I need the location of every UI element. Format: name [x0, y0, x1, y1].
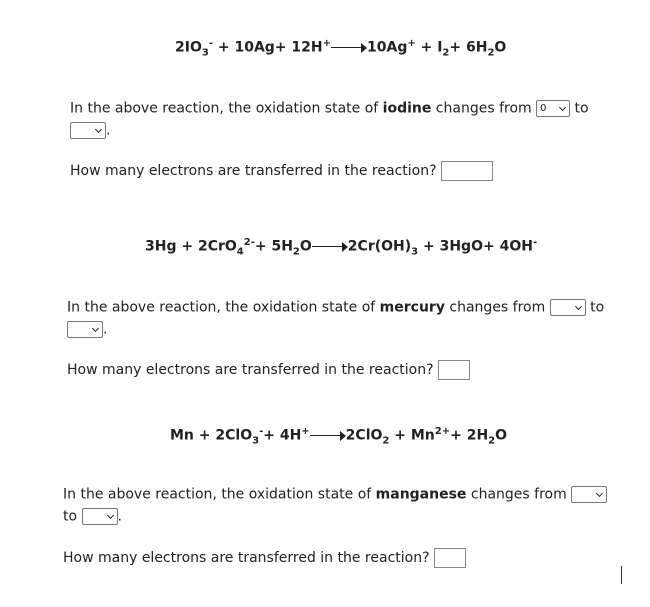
chevron-down-icon	[596, 490, 603, 497]
electron-question-3: How many electrons are transferred in the reaction?	[63, 548, 466, 568]
electron-question-2: How many electrons are transferred in the reaction?	[67, 360, 470, 380]
equation-3: Mn + 2ClO$_3$-+ 4H+ $2ClO_2 + Mn^{2+}+ 2H_2O$	[170, 426, 508, 447]
to-state-row-3: to .	[63, 508, 122, 525]
chevron-down-icon	[106, 512, 113, 519]
to-state-select-3[interactable]	[82, 508, 118, 525]
equation-1: $2IO_3^- + 10Ag+ 12H^+$ $10Ag^+ + I_2+ 6H_2O$	[175, 38, 507, 59]
to-state-select-2[interactable]	[67, 321, 103, 338]
to-state-row-1: .	[70, 122, 110, 139]
equation-2: $3Hg + 2CrO_4^{2-}+ 5H_2O$ $2Cr(OH)_3 + 3HgO+ 4OH^-$	[145, 237, 538, 258]
from-state-select-3[interactable]	[571, 486, 607, 503]
to-state-row-2: .	[67, 321, 107, 338]
chevron-down-icon	[559, 104, 566, 111]
reaction-arrow-icon	[331, 43, 367, 53]
oxidation-question-3: In the above reaction, the oxidation state of manganese changes from	[63, 486, 607, 503]
from-state-select-2[interactable]	[550, 299, 586, 316]
oxidation-question-1: In the above reaction, the oxidation state of iodine changes from 0 to	[70, 100, 589, 117]
electron-input-2[interactable]	[438, 360, 470, 380]
chevron-down-icon	[575, 303, 582, 310]
oxidation-question-2: In the above reaction, the oxidation state of mercury changes from to	[67, 299, 605, 316]
from-state-select-1[interactable]: 0	[536, 100, 570, 117]
reaction-arrow-icon	[310, 431, 346, 441]
to-state-select-1[interactable]	[70, 122, 106, 139]
electron-input-3[interactable]	[434, 548, 466, 568]
element-manganese: manganese	[375, 486, 467, 503]
text-cursor-icon	[621, 566, 622, 584]
element-mercury: mercury	[379, 299, 445, 316]
electron-input-1[interactable]	[441, 161, 493, 181]
electron-question-1: How many electrons are transferred in the reaction?	[70, 161, 493, 181]
reaction-arrow-icon	[312, 242, 348, 252]
element-iodine: iodine	[382, 100, 432, 117]
chevron-down-icon	[95, 126, 102, 133]
chevron-down-icon	[92, 325, 99, 332]
